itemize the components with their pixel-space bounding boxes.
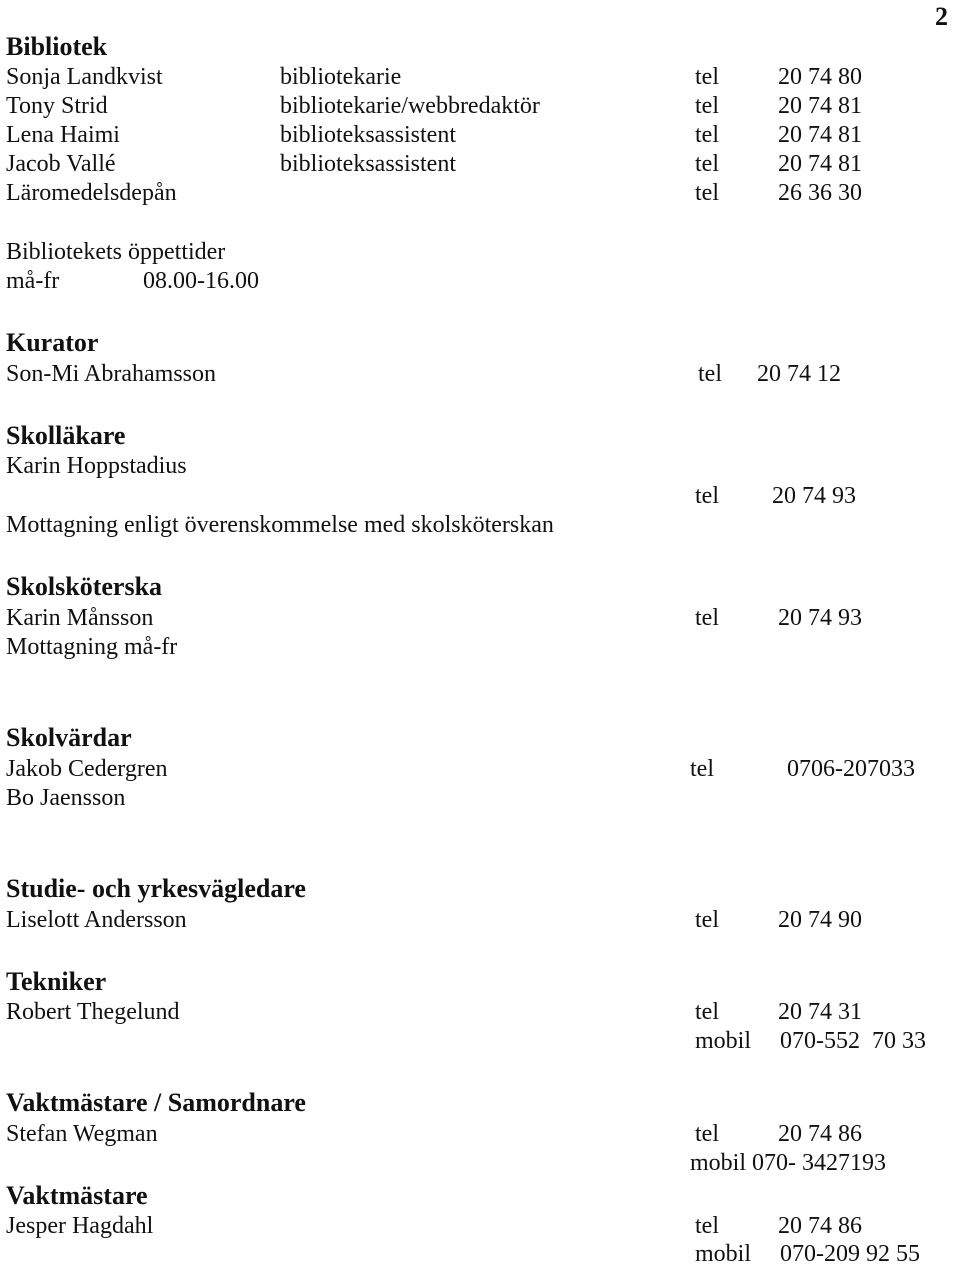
bibliotek-row-number: 20 74 81 [778, 151, 862, 177]
skollakare-name: Karin Hoppstadius [6, 453, 187, 479]
skolvardar-tel-label: tel [690, 756, 714, 782]
bibliotek-row-number: 20 74 81 [778, 93, 862, 119]
bibliotek-row-name: Tony Strid [6, 93, 108, 119]
bibliotek-row-role: bibliotekarie [280, 64, 402, 90]
studie-name: Liselott Andersson [6, 907, 187, 933]
bibliotek-row-tel-label: tel [695, 122, 719, 148]
skolvardar-number: 0706-207033 [787, 756, 915, 782]
bibliotek-hours-time: 08.00-16.00 [143, 268, 259, 294]
vaktmastare-samordnare-tel-label: tel [695, 1121, 719, 1147]
kurator-number: 20 74 12 [757, 361, 841, 387]
vaktmastare-name: Jesper Hagdahl [6, 1213, 154, 1239]
vaktmastare-samordnare-heading: Vaktmästare / Samordnare [6, 1088, 306, 1117]
tekniker-mobil-number: 070-552 70 33 [780, 1028, 926, 1054]
bibliotek-row-number: 26 36 30 [778, 180, 862, 206]
skolvardar-name: Jakob Cedergren [6, 756, 168, 782]
bibliotek-row-role: biblioteksassistent [280, 122, 456, 148]
kurator-tel-label: tel [698, 361, 722, 387]
skolskoterska-name: Karin Månsson [6, 605, 154, 631]
bibliotek-heading: Bibliotek [6, 32, 108, 61]
kurator-name: Son-Mi Abrahamsson [6, 361, 216, 387]
vaktmastare-samordnare-mobil: mobil 070- 3427193 [690, 1150, 886, 1176]
vaktmastare-number: 20 74 86 [778, 1213, 862, 1239]
tekniker-tel-label: tel [695, 999, 719, 1025]
bibliotek-row-tel-label: tel [695, 180, 719, 206]
skolskoterska-number: 20 74 93 [778, 605, 862, 631]
bibliotek-hours-days: må-fr [6, 268, 60, 294]
page-number: 2 [935, 2, 948, 31]
bibliotek-row-tel-label: tel [695, 151, 719, 177]
bibliotek-row-name: Läromedelsdepån [6, 180, 177, 206]
vaktmastare-samordnare-name: Stefan Wegman [6, 1121, 158, 1147]
vaktmastare-mobil-number: 070-209 92 55 [780, 1241, 920, 1267]
bibliotek-row-tel-label: tel [695, 93, 719, 119]
skollakare-tel-label: tel [695, 483, 719, 509]
vaktmastare-tel-label: tel [695, 1213, 719, 1239]
kurator-heading: Kurator [6, 328, 99, 357]
vaktmastare-heading: Vaktmästare [6, 1181, 148, 1210]
bibliotek-row-number: 20 74 81 [778, 122, 862, 148]
studie-number: 20 74 90 [778, 907, 862, 933]
bibliotek-hours-title: Bibliotekets öppettider [6, 239, 226, 265]
skollakare-heading: Skolläkare [6, 421, 126, 450]
skollakare-note: Mottagning enligt överenskommelse med skolsköterskan [6, 512, 554, 538]
vaktmastare-mobil-label: mobil [695, 1241, 752, 1267]
bibliotek-row-role: bibliotekarie/webbredaktör [280, 93, 540, 119]
tekniker-name: Robert Thegelund [6, 999, 180, 1025]
tekniker-mobil-label: mobil [695, 1028, 752, 1054]
studie-tel-label: tel [695, 907, 719, 933]
tekniker-heading: Tekniker [6, 967, 107, 996]
tekniker-number: 20 74 31 [778, 999, 862, 1025]
skollakare-number: 20 74 93 [772, 483, 856, 509]
bibliotek-row-number: 20 74 80 [778, 64, 862, 90]
skolskoterska-note: Mottagning må-fr [6, 634, 178, 660]
bibliotek-row-name: Lena Haimi [6, 122, 120, 148]
bibliotek-row-tel-label: tel [695, 64, 719, 90]
bibliotek-row-name: Sonja Landkvist [6, 64, 163, 90]
bibliotek-row-name: Jacob Vallé [6, 151, 116, 177]
skolskoterska-heading: Skolsköterska [6, 572, 163, 601]
vaktmastare-samordnare-number: 20 74 86 [778, 1121, 862, 1147]
studie-heading: Studie- och yrkesvägledare [6, 874, 306, 903]
skolvardar-heading: Skolvärdar [6, 723, 132, 752]
skolskoterska-tel-label: tel [695, 605, 719, 631]
skolvardar-name: Bo Jaensson [6, 785, 126, 811]
bibliotek-row-role: biblioteksassistent [280, 151, 456, 177]
